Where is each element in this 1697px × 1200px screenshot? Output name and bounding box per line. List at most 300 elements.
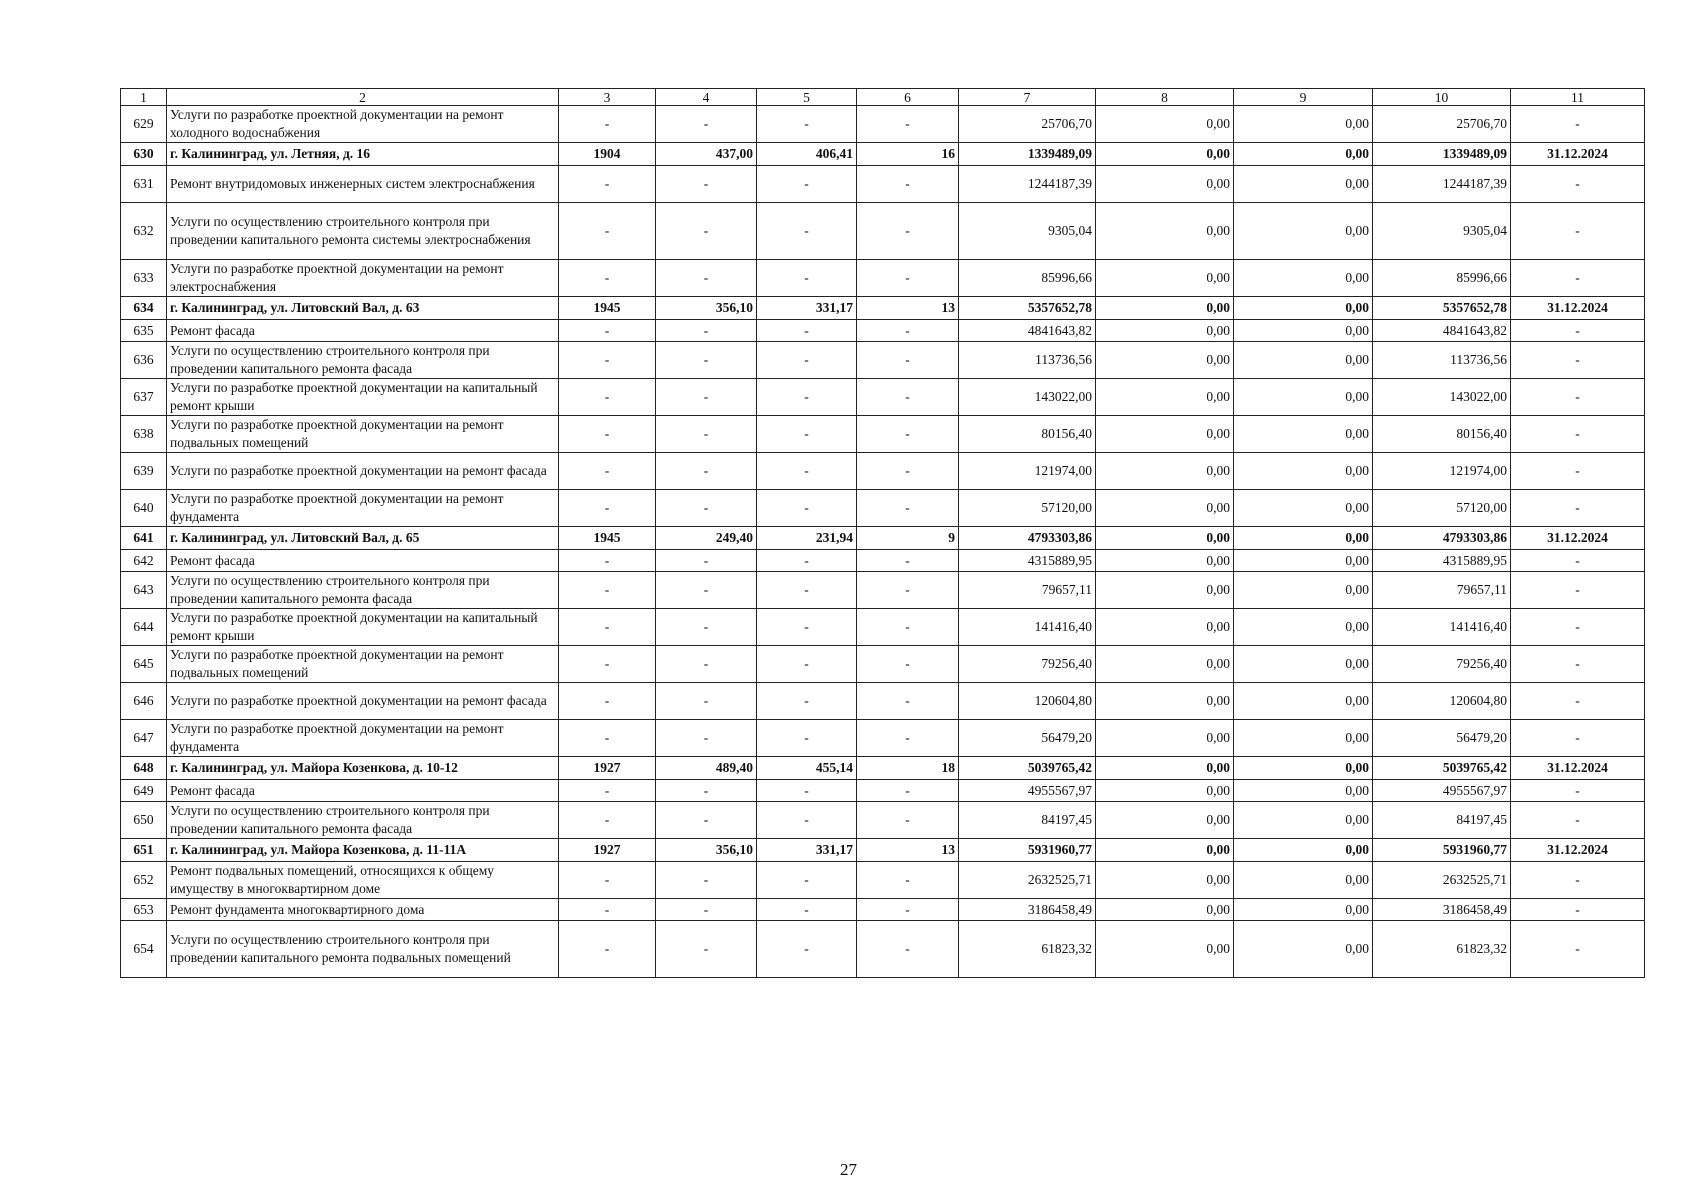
cell-work-description: Услуги по разработке проектной документации на ремонт фасада [167, 453, 559, 490]
cell-work-description: Услуги по осуществлению строительного контроля при проведении капитального ремонта подвальных помещений [167, 921, 559, 978]
cell-total-area: - [656, 260, 757, 297]
column-header-9: 9 [1234, 89, 1373, 106]
cell-row-number: 634 [121, 297, 167, 320]
cell-residential-area: - [757, 550, 857, 572]
cell-row-number: 633 [121, 260, 167, 297]
cell-residential-area: - [757, 899, 857, 921]
cell-total-area: - [656, 609, 757, 646]
cell-residents-count: 9 [857, 527, 959, 550]
cell-cost-budget: 0,00 [1234, 527, 1373, 550]
cell-total-area: - [656, 572, 757, 609]
cell-cost-fund: 0,00 [1096, 802, 1234, 839]
cell-total-area: - [656, 342, 757, 379]
cell-cost-owners: 5357652,78 [1373, 297, 1511, 320]
cell-residential-area: 406,41 [757, 143, 857, 166]
cell-residents-count: - [857, 166, 959, 203]
cell-residents-count: - [857, 453, 959, 490]
cell-cost-budget: 0,00 [1234, 166, 1373, 203]
cell-cost-owners: 4955567,97 [1373, 780, 1511, 802]
table-row [121, 260, 1645, 297]
cell-year-built: - [559, 490, 656, 527]
cell-total-cost: 2632525,71 [959, 862, 1096, 899]
cell-row-number: 646 [121, 683, 167, 720]
cell-cost-budget: 0,00 [1234, 720, 1373, 757]
cell-work-description: Услуги по разработке проектной документации на капитальный ремонт крыши [167, 609, 559, 646]
column-header-4: 4 [656, 89, 757, 106]
cell-work-description: Услуги по разработке проектной документации на ремонт подвальных помещений [167, 646, 559, 683]
cell-residents-count: - [857, 862, 959, 899]
cell-residents-count: - [857, 260, 959, 297]
cell-residential-area: - [757, 646, 857, 683]
cell-row-number: 653 [121, 899, 167, 921]
cell-residential-area: - [757, 609, 857, 646]
column-header-2: 2 [167, 89, 559, 106]
cell-total-cost: 85996,66 [959, 260, 1096, 297]
cell-residential-area: 455,14 [757, 757, 857, 780]
cell-row-number: 629 [121, 106, 167, 143]
cell-total-cost: 84197,45 [959, 802, 1096, 839]
cell-residents-count: - [857, 550, 959, 572]
cell-residential-area: - [757, 342, 857, 379]
cell-year-built: - [559, 453, 656, 490]
cell-year-built: - [559, 203, 656, 260]
cell-completion-date: - [1511, 899, 1645, 921]
cell-residents-count: - [857, 490, 959, 527]
column-header-7: 7 [959, 89, 1096, 106]
cell-total-area: 356,10 [656, 297, 757, 320]
cell-residential-area: - [757, 379, 857, 416]
cell-year-built: - [559, 780, 656, 802]
cell-completion-date: - [1511, 203, 1645, 260]
cell-residential-area: - [757, 862, 857, 899]
table-row [121, 379, 1645, 416]
cell-residents-count: - [857, 683, 959, 720]
cell-work-description: Услуги по разработке проектной документации на ремонт подвальных помещений [167, 416, 559, 453]
cell-cost-budget: 0,00 [1234, 646, 1373, 683]
cell-cost-owners: 3186458,49 [1373, 899, 1511, 921]
cell-cost-budget: 0,00 [1234, 203, 1373, 260]
cell-completion-date: - [1511, 802, 1645, 839]
cell-completion-date: - [1511, 646, 1645, 683]
cell-work-description: Услуги по разработке проектной документации на ремонт холодного водоснабжения [167, 106, 559, 143]
cell-total-area: - [656, 490, 757, 527]
cell-cost-budget: 0,00 [1234, 802, 1373, 839]
cell-completion-date: - [1511, 260, 1645, 297]
cell-completion-date: 31.12.2024 [1511, 143, 1645, 166]
cell-row-number: 641 [121, 527, 167, 550]
cell-year-built: - [559, 320, 656, 342]
column-header-8: 8 [1096, 89, 1234, 106]
cell-year-built: - [559, 921, 656, 978]
cell-cost-fund: 0,00 [1096, 143, 1234, 166]
table-row [121, 609, 1645, 646]
cell-total-area: 249,40 [656, 527, 757, 550]
cell-cost-budget: 0,00 [1234, 609, 1373, 646]
table-row [121, 166, 1645, 203]
table-row [121, 106, 1645, 143]
cell-total-cost: 4315889,95 [959, 550, 1096, 572]
cell-work-description: Услуги по разработке проектной документации на ремонт фасада [167, 683, 559, 720]
cell-cost-fund: 0,00 [1096, 921, 1234, 978]
cell-work-description: г. Калининград, ул. Летняя, д. 16 [167, 143, 559, 166]
address-row [121, 527, 1645, 550]
cell-work-description: Услуги по разработке проектной документации на ремонт электроснабжения [167, 260, 559, 297]
cell-total-cost: 120604,80 [959, 683, 1096, 720]
cell-cost-fund: 0,00 [1096, 166, 1234, 203]
cell-cost-owners: 79256,40 [1373, 646, 1511, 683]
cell-cost-fund: 0,00 [1096, 106, 1234, 143]
table-row [121, 780, 1645, 802]
cell-total-area: - [656, 203, 757, 260]
cell-residents-count: - [857, 802, 959, 839]
cell-year-built: - [559, 342, 656, 379]
cell-row-number: 642 [121, 550, 167, 572]
cell-residential-area: - [757, 802, 857, 839]
cell-year-built: 1945 [559, 527, 656, 550]
cell-cost-fund: 0,00 [1096, 320, 1234, 342]
document-sheet [120, 88, 1644, 978]
table-row [121, 453, 1645, 490]
cell-residential-area: 331,17 [757, 297, 857, 320]
cell-completion-date: - [1511, 683, 1645, 720]
cell-year-built: - [559, 550, 656, 572]
cell-total-area: - [656, 416, 757, 453]
cell-year-built: - [559, 802, 656, 839]
cell-completion-date: - [1511, 572, 1645, 609]
cell-row-number: 636 [121, 342, 167, 379]
cell-cost-owners: 61823,32 [1373, 921, 1511, 978]
cell-row-number: 654 [121, 921, 167, 978]
cell-cost-fund: 0,00 [1096, 780, 1234, 802]
cell-cost-fund: 0,00 [1096, 572, 1234, 609]
cell-residents-count: 13 [857, 297, 959, 320]
cell-cost-owners: 5039765,42 [1373, 757, 1511, 780]
cell-cost-owners: 120604,80 [1373, 683, 1511, 720]
cell-cost-owners: 25706,70 [1373, 106, 1511, 143]
cell-total-cost: 61823,32 [959, 921, 1096, 978]
cell-completion-date: - [1511, 416, 1645, 453]
cell-total-area: - [656, 780, 757, 802]
address-row [121, 757, 1645, 780]
cell-cost-budget: 0,00 [1234, 862, 1373, 899]
cell-year-built: - [559, 862, 656, 899]
cell-cost-fund: 0,00 [1096, 550, 1234, 572]
cell-work-description: Ремонт фасада [167, 550, 559, 572]
cell-completion-date: 31.12.2024 [1511, 527, 1645, 550]
cell-cost-owners: 143022,00 [1373, 379, 1511, 416]
cell-row-number: 640 [121, 490, 167, 527]
column-header-6: 6 [857, 89, 959, 106]
cell-completion-date: - [1511, 320, 1645, 342]
cell-cost-fund: 0,00 [1096, 862, 1234, 899]
cell-cost-owners: 56479,20 [1373, 720, 1511, 757]
cell-total-cost: 143022,00 [959, 379, 1096, 416]
cell-cost-owners: 121974,00 [1373, 453, 1511, 490]
cell-residents-count: - [857, 342, 959, 379]
table-row [121, 899, 1645, 921]
cell-completion-date: - [1511, 780, 1645, 802]
cell-total-cost: 3186458,49 [959, 899, 1096, 921]
cell-residential-area: 231,94 [757, 527, 857, 550]
cell-year-built: - [559, 379, 656, 416]
cell-total-cost: 4955567,97 [959, 780, 1096, 802]
cell-completion-date: - [1511, 166, 1645, 203]
cell-residential-area: - [757, 203, 857, 260]
cell-total-cost: 121974,00 [959, 453, 1096, 490]
column-header-3: 3 [559, 89, 656, 106]
address-row [121, 143, 1645, 166]
cell-cost-owners: 5931960,77 [1373, 839, 1511, 862]
cell-total-cost: 9305,04 [959, 203, 1096, 260]
cell-total-area: - [656, 720, 757, 757]
cell-completion-date: - [1511, 862, 1645, 899]
cell-work-description: Услуги по осуществлению строительного контроля при проведении капитального ремонта фасада [167, 342, 559, 379]
cell-total-cost: 79657,11 [959, 572, 1096, 609]
cell-residents-count: - [857, 416, 959, 453]
cell-cost-budget: 0,00 [1234, 921, 1373, 978]
cell-total-area: - [656, 899, 757, 921]
cell-residents-count: 13 [857, 839, 959, 862]
cell-cost-owners: 1244187,39 [1373, 166, 1511, 203]
column-header-1: 1 [121, 89, 167, 106]
cell-total-cost: 4793303,86 [959, 527, 1096, 550]
cell-total-cost: 1339489,09 [959, 143, 1096, 166]
cell-total-cost: 5357652,78 [959, 297, 1096, 320]
cell-cost-budget: 0,00 [1234, 416, 1373, 453]
cell-work-description: Ремонт внутридомовых инженерных систем электроснабжения [167, 166, 559, 203]
cell-cost-fund: 0,00 [1096, 899, 1234, 921]
cell-row-number: 652 [121, 862, 167, 899]
cell-total-cost: 141416,40 [959, 609, 1096, 646]
column-header-5: 5 [757, 89, 857, 106]
table-row [121, 720, 1645, 757]
cell-total-area: - [656, 453, 757, 490]
cell-total-cost: 25706,70 [959, 106, 1096, 143]
page-number: 27 [840, 1160, 857, 1179]
table-row [121, 921, 1645, 978]
address-row [121, 839, 1645, 862]
cell-year-built: - [559, 166, 656, 203]
cell-work-description: Ремонт фасада [167, 320, 559, 342]
cell-total-cost: 56479,20 [959, 720, 1096, 757]
cell-row-number: 637 [121, 379, 167, 416]
cell-work-description: Ремонт фундамента многоквартирного дома [167, 899, 559, 921]
cell-residential-area: - [757, 416, 857, 453]
cell-work-description: Услуги по разработке проектной документации на ремонт фундамента [167, 720, 559, 757]
cell-residential-area: - [757, 720, 857, 757]
cell-residents-count: - [857, 609, 959, 646]
cell-cost-budget: 0,00 [1234, 260, 1373, 297]
cell-cost-owners: 84197,45 [1373, 802, 1511, 839]
cell-residential-area: 331,17 [757, 839, 857, 862]
cell-total-area: - [656, 550, 757, 572]
cell-work-description: Ремонт подвальных помещений, относящихся к общему имуществу в многоквартирном доме [167, 862, 559, 899]
cell-residents-count: - [857, 572, 959, 609]
cell-cost-budget: 0,00 [1234, 453, 1373, 490]
cell-residents-count: - [857, 646, 959, 683]
table-row [121, 862, 1645, 899]
cell-cost-fund: 0,00 [1096, 453, 1234, 490]
cell-completion-date: - [1511, 921, 1645, 978]
cell-total-area: - [656, 646, 757, 683]
cell-row-number: 630 [121, 143, 167, 166]
cell-cost-owners: 4841643,82 [1373, 320, 1511, 342]
table-row [121, 342, 1645, 379]
cell-total-cost: 1244187,39 [959, 166, 1096, 203]
cell-completion-date: - [1511, 550, 1645, 572]
cell-cost-budget: 0,00 [1234, 342, 1373, 379]
cell-work-description: г. Калининград, ул. Литовский Вал, д. 65 [167, 527, 559, 550]
cell-completion-date: - [1511, 609, 1645, 646]
cell-row-number: 650 [121, 802, 167, 839]
cell-cost-budget: 0,00 [1234, 143, 1373, 166]
cell-cost-owners: 85996,66 [1373, 260, 1511, 297]
cell-row-number: 645 [121, 646, 167, 683]
cell-cost-fund: 0,00 [1096, 757, 1234, 780]
cell-work-description: Услуги по разработке проектной документации на ремонт фундамента [167, 490, 559, 527]
cell-work-description: г. Калининград, ул. Литовский Вал, д. 63 [167, 297, 559, 320]
cell-row-number: 647 [121, 720, 167, 757]
cell-cost-owners: 4793303,86 [1373, 527, 1511, 550]
cell-residents-count: - [857, 203, 959, 260]
table-row [121, 802, 1645, 839]
cell-row-number: 651 [121, 839, 167, 862]
cell-year-built: - [559, 683, 656, 720]
cell-work-description: Услуги по осуществлению строительного контроля при проведении капитального ремонта системы электроснабжения [167, 203, 559, 260]
cell-row-number: 644 [121, 609, 167, 646]
cell-year-built: - [559, 646, 656, 683]
cell-cost-budget: 0,00 [1234, 683, 1373, 720]
cell-completion-date: - [1511, 720, 1645, 757]
cell-residential-area: - [757, 106, 857, 143]
cell-total-area: 437,00 [656, 143, 757, 166]
cell-residential-area: - [757, 490, 857, 527]
cell-residential-area: - [757, 921, 857, 978]
cell-total-area: - [656, 683, 757, 720]
cell-row-number: 649 [121, 780, 167, 802]
cell-residents-count: 18 [857, 757, 959, 780]
table-row [121, 203, 1645, 260]
address-row [121, 297, 1645, 320]
cell-total-cost: 5931960,77 [959, 839, 1096, 862]
column-header-11: 11 [1511, 89, 1645, 106]
cell-cost-budget: 0,00 [1234, 297, 1373, 320]
cell-residential-area: - [757, 166, 857, 203]
cell-cost-owners: 9305,04 [1373, 203, 1511, 260]
table-body [121, 106, 1645, 978]
cell-cost-fund: 0,00 [1096, 646, 1234, 683]
cell-year-built: 1945 [559, 297, 656, 320]
cell-year-built: 1904 [559, 143, 656, 166]
cell-cost-fund: 0,00 [1096, 260, 1234, 297]
cell-completion-date: 31.12.2024 [1511, 839, 1645, 862]
cell-row-number: 631 [121, 166, 167, 203]
cell-residents-count: - [857, 921, 959, 978]
cell-residential-area: - [757, 260, 857, 297]
cell-completion-date: 31.12.2024 [1511, 757, 1645, 780]
cell-total-cost: 113736,56 [959, 342, 1096, 379]
table-row [121, 550, 1645, 572]
cell-cost-fund: 0,00 [1096, 379, 1234, 416]
cell-residents-count: - [857, 320, 959, 342]
cell-cost-budget: 0,00 [1234, 379, 1373, 416]
table-row [121, 320, 1645, 342]
cell-cost-budget: 0,00 [1234, 839, 1373, 862]
cell-cost-fund: 0,00 [1096, 297, 1234, 320]
cell-year-built: 1927 [559, 839, 656, 862]
cell-residential-area: - [757, 683, 857, 720]
cell-row-number: 632 [121, 203, 167, 260]
table-row [121, 572, 1645, 609]
table-row [121, 683, 1645, 720]
cell-cost-budget: 0,00 [1234, 490, 1373, 527]
cell-total-cost: 4841643,82 [959, 320, 1096, 342]
cell-cost-budget: 0,00 [1234, 572, 1373, 609]
cell-completion-date: - [1511, 453, 1645, 490]
cell-residents-count: - [857, 379, 959, 416]
cell-cost-fund: 0,00 [1096, 527, 1234, 550]
cell-year-built: - [559, 106, 656, 143]
cell-row-number: 638 [121, 416, 167, 453]
cell-cost-owners: 79657,11 [1373, 572, 1511, 609]
cell-cost-owners: 1339489,09 [1373, 143, 1511, 166]
cell-cost-fund: 0,00 [1096, 683, 1234, 720]
column-number-header-row [121, 89, 1645, 106]
cell-cost-fund: 0,00 [1096, 490, 1234, 527]
cell-cost-fund: 0,00 [1096, 203, 1234, 260]
cell-year-built: 1927 [559, 757, 656, 780]
cell-total-cost: 79256,40 [959, 646, 1096, 683]
cell-total-area: - [656, 921, 757, 978]
cell-cost-fund: 0,00 [1096, 416, 1234, 453]
cell-total-cost: 57120,00 [959, 490, 1096, 527]
cell-cost-fund: 0,00 [1096, 342, 1234, 379]
table-row [121, 416, 1645, 453]
cell-total-cost: 5039765,42 [959, 757, 1096, 780]
cell-total-cost: 80156,40 [959, 416, 1096, 453]
capital-repair-table [120, 88, 1645, 978]
cell-completion-date: - [1511, 490, 1645, 527]
cell-total-area: - [656, 320, 757, 342]
cell-residential-area: - [757, 320, 857, 342]
cell-year-built: - [559, 720, 656, 757]
cell-completion-date: - [1511, 379, 1645, 416]
cell-work-description: Услуги по разработке проектной документации на капитальный ремонт крыши [167, 379, 559, 416]
cell-work-description: Услуги по осуществлению строительного контроля при проведении капитального ремонта фасада [167, 802, 559, 839]
cell-cost-fund: 0,00 [1096, 720, 1234, 757]
cell-year-built: - [559, 572, 656, 609]
cell-year-built: - [559, 260, 656, 297]
cell-completion-date: - [1511, 106, 1645, 143]
cell-year-built: - [559, 416, 656, 453]
cell-total-area: 356,10 [656, 839, 757, 862]
cell-cost-budget: 0,00 [1234, 550, 1373, 572]
cell-completion-date: 31.12.2024 [1511, 297, 1645, 320]
cell-cost-owners: 113736,56 [1373, 342, 1511, 379]
cell-completion-date: - [1511, 342, 1645, 379]
cell-total-area: - [656, 379, 757, 416]
cell-cost-owners: 4315889,95 [1373, 550, 1511, 572]
cell-residential-area: - [757, 780, 857, 802]
cell-year-built: - [559, 899, 656, 921]
cell-row-number: 639 [121, 453, 167, 490]
cell-cost-budget: 0,00 [1234, 899, 1373, 921]
cell-residents-count: - [857, 720, 959, 757]
cell-work-description: Ремонт фасада [167, 780, 559, 802]
cell-cost-fund: 0,00 [1096, 839, 1234, 862]
cell-residents-count: - [857, 780, 959, 802]
cell-work-description: г. Калининград, ул. Майора Козенкова, д. 11-11А [167, 839, 559, 862]
